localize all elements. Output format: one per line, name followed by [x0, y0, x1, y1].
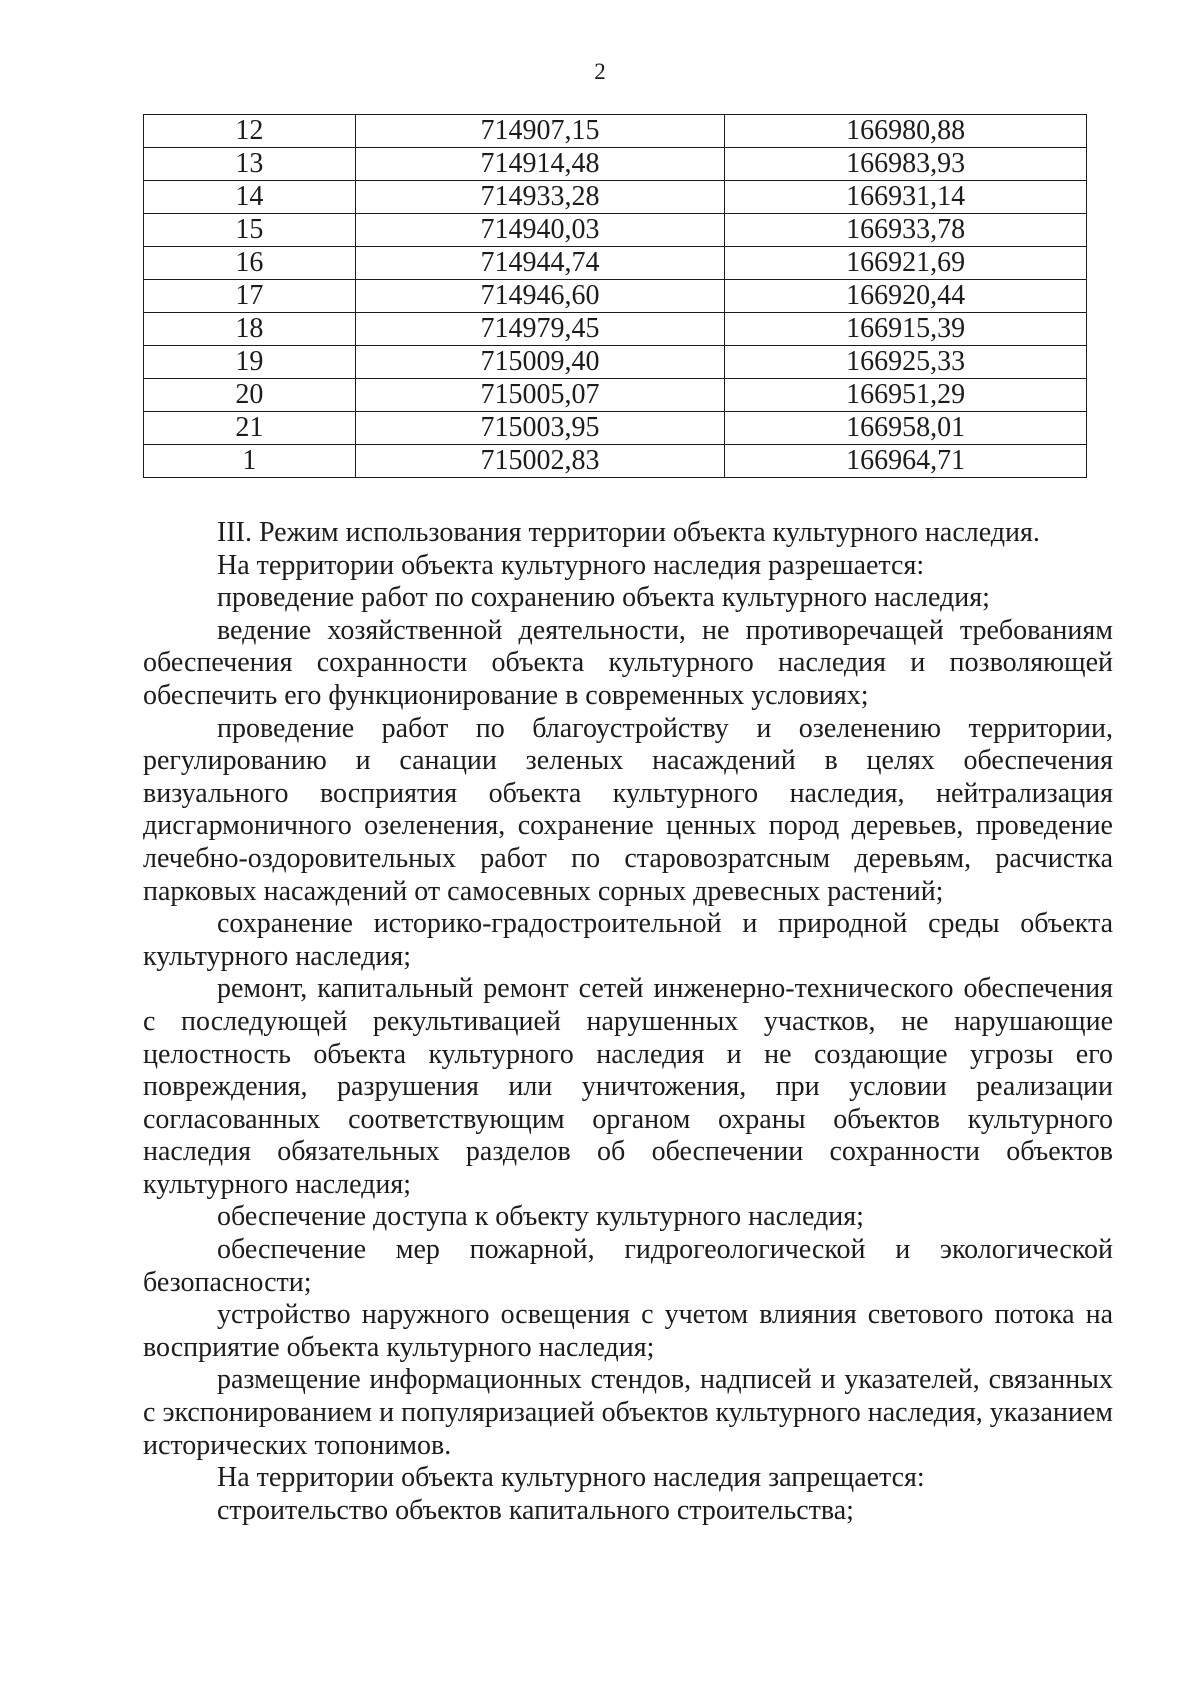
x-coordinate-cell: 714979,45 — [355, 313, 725, 346]
prohibited-item: строительство объектов капитального строительства; — [217, 1494, 854, 1526]
table-row — [144, 379, 1087, 412]
y-coordinate-cell: 166983,93 — [725, 148, 1087, 181]
y-coordinate-cell: 166980,88 — [725, 115, 1087, 148]
x-coordinate-cell: 715003,95 — [355, 412, 725, 445]
point-number-cell: 14 — [144, 181, 356, 214]
table-row — [144, 247, 1087, 280]
x-coordinate-cell: 714914,48 — [355, 148, 725, 181]
x-coordinate-cell: 714944,74 — [355, 247, 725, 280]
table-row — [144, 148, 1087, 181]
x-coordinate-cell: 714946,60 — [355, 280, 725, 313]
y-coordinate-cell: 166951,29 — [725, 379, 1087, 412]
permitted-item: ремонт, капитальный ремонт сетей инженерно-технического обеспечения с последующей рекультивацией нарушенных участков, не нарушающие целостность объекта культурного наследия и не создающие угрозы его повреждения, разрушения или уничтожения, при условии реализации согласованных соответствующим органом охраны объектов культурного наследия обязательных разделов об обеспечении сохранности объектов культурного наследия; — [143, 973, 1113, 1200]
point-number-cell: 15 — [144, 214, 356, 247]
y-coordinate-cell: 166921,69 — [725, 247, 1087, 280]
permitted-item: проведение работ по благоустройству и озеленению территории, регулированию и санации зеленых насаждений в целях обеспечения визуального восприятия объекта культурного наследия, нейтрализация дисгармоничного озеленения, сохранение ценных пород деревьев, проведение лечебно-оздоровительных работ по старовозратсным деревьям, расчистка парковых насаждений от самосевных сорных древесных растений; — [143, 712, 1113, 907]
table-row — [144, 115, 1087, 148]
x-coordinate-cell: 714907,15 — [355, 115, 725, 148]
x-coordinate-cell: 714933,28 — [355, 181, 725, 214]
y-coordinate-cell: 166915,39 — [725, 313, 1087, 346]
y-coordinate-cell: 166920,44 — [725, 280, 1087, 313]
prohibited-intro: На территории объекта культурного наследия запрещается: — [217, 1462, 925, 1494]
x-coordinate-cell: 714940,03 — [355, 214, 725, 247]
point-number-cell: 17 — [144, 280, 356, 313]
permitted-item: размещение информационных стендов, надписей и указателей, связанных с экспонированием и популяризацией объектов культурного наследия, указанием исторических топонимов. — [143, 1364, 1113, 1461]
permitted-item: ведение хозяйственной деятельности, не противоречащей требованиям обеспечения сохранности объекта культурного наследия и позволяющей обеспечить его функционирование в современных условиях; — [143, 614, 1113, 711]
point-number-cell: 13 — [144, 148, 356, 181]
table-row — [144, 280, 1087, 313]
table-row — [144, 181, 1087, 214]
table-row — [144, 313, 1087, 346]
point-number-cell: 20 — [144, 379, 356, 412]
point-number-cell: 21 — [144, 412, 356, 445]
x-coordinate-cell: 715005,07 — [355, 379, 725, 412]
point-number-cell: 19 — [144, 346, 356, 379]
document-body — [143, 517, 1113, 1527]
y-coordinate-cell: 166933,78 — [725, 214, 1087, 247]
table-row — [144, 445, 1087, 478]
y-coordinate-cell: 166958,01 — [725, 412, 1087, 445]
x-coordinate-cell: 715002,83 — [355, 445, 725, 478]
permitted-item: обеспечение мер пожарной, гидрогеологической и экологической безопасности; — [143, 1234, 1113, 1298]
table-row — [144, 214, 1087, 247]
coordinates-table — [143, 114, 1087, 478]
permitted-intro: На территории объекта культурного наследия разрешается: — [217, 549, 925, 581]
point-number-cell: 12 — [144, 115, 356, 148]
permitted-item: проведение работ по сохранению объекта культурного наследия; — [217, 582, 990, 614]
x-coordinate-cell: 715009,40 — [355, 346, 725, 379]
table-row — [144, 346, 1087, 379]
permitted-item: устройство наружного освещения с учетом влияния светового потока на восприятие объекта культурного наследия; — [143, 1299, 1113, 1363]
point-number-cell: 1 — [144, 445, 356, 478]
y-coordinate-cell: 166964,71 — [725, 445, 1087, 478]
permitted-item: обеспечение доступа к объекту культурного наследия; — [217, 1201, 864, 1233]
point-number-cell: 18 — [144, 313, 356, 346]
permitted-item: сохранение историко-градостроительной и природной среды объекта культурного наследия; — [143, 908, 1113, 972]
section-heading: III. Режим использования территории объекта культурного наследия. — [217, 517, 1040, 548]
y-coordinate-cell: 166925,33 — [725, 346, 1087, 379]
y-coordinate-cell: 166931,14 — [725, 181, 1087, 214]
point-number-cell: 16 — [144, 247, 356, 280]
coordinates-table-body — [144, 115, 1087, 478]
table-row — [144, 412, 1087, 445]
page-number: 2 — [594, 59, 606, 84]
